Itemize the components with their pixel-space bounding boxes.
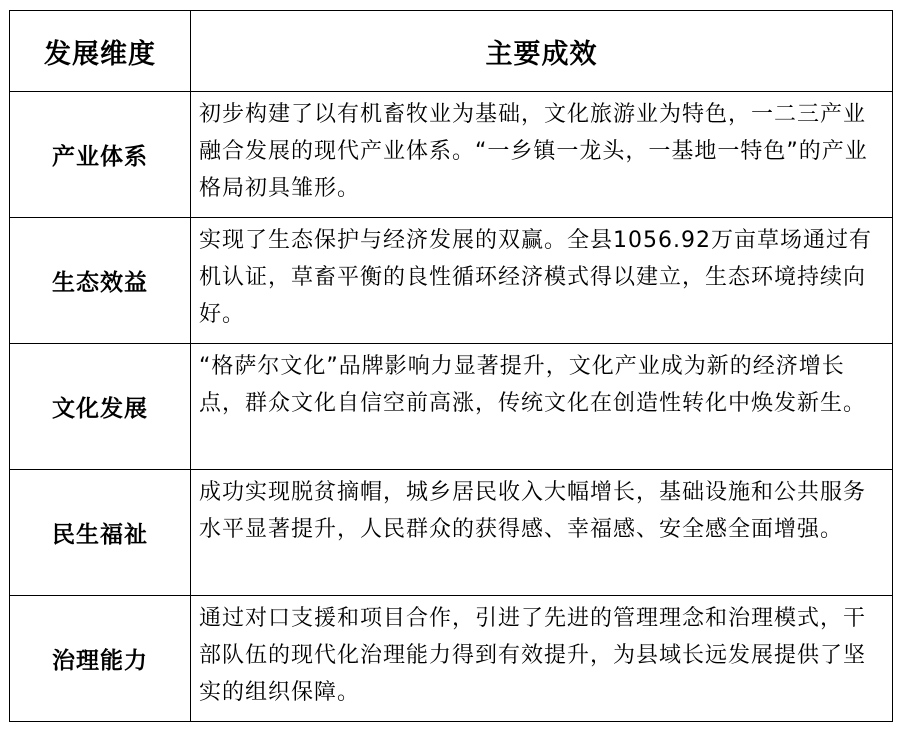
dimension-cell: 民生福祉 bbox=[10, 470, 191, 596]
table-body bbox=[10, 92, 893, 722]
dimension-cell: 产业体系 bbox=[10, 92, 191, 218]
table-row bbox=[10, 596, 893, 722]
result-cell: 实现了生态保护与经济发展的双赢。全县1056.92万亩草场通过有机认证，草畜平衡的良性循环经济模式得以建立，生态环境持续向好。 bbox=[191, 218, 893, 344]
result-cell: 成功实现脱贫摘帽，城乡居民收入大幅增长，基础设施和公共服务水平显著提升，人民群众的获得感、幸福感、安全感全面增强。 bbox=[191, 470, 893, 596]
result-cell: 初步构建了以有机畜牧业为基础，文化旅游业为特色，一二三产业融合发展的现代产业体系。“一乡镇一龙头，一基地一特色”的产业格局初具雏形。 bbox=[191, 92, 893, 218]
result-cell: “格萨尔文化”品牌影响力显著提升，文化产业成为新的经济增长点，群众文化自信空前高涨，传统文化在创造性转化中焕发新生。 bbox=[191, 344, 893, 470]
header-dimension: 发展维度 bbox=[10, 11, 191, 92]
achievements-table bbox=[9, 10, 893, 722]
table-row bbox=[10, 92, 893, 218]
dimension-cell: 文化发展 bbox=[10, 344, 191, 470]
table-row bbox=[10, 218, 893, 344]
dimension-cell: 治理能力 bbox=[10, 596, 191, 722]
table-row bbox=[10, 344, 893, 470]
header-results: 主要成效 bbox=[191, 11, 893, 92]
table-row bbox=[10, 470, 893, 596]
result-cell: 通过对口支援和项目合作，引进了先进的管理理念和治理模式，干部队伍的现代化治理能力得到有效提升，为县域长远发展提供了坚实的组织保障。 bbox=[191, 596, 893, 722]
dimension-cell: 生态效益 bbox=[10, 218, 191, 344]
header-row bbox=[10, 11, 893, 92]
table-header bbox=[10, 11, 893, 92]
